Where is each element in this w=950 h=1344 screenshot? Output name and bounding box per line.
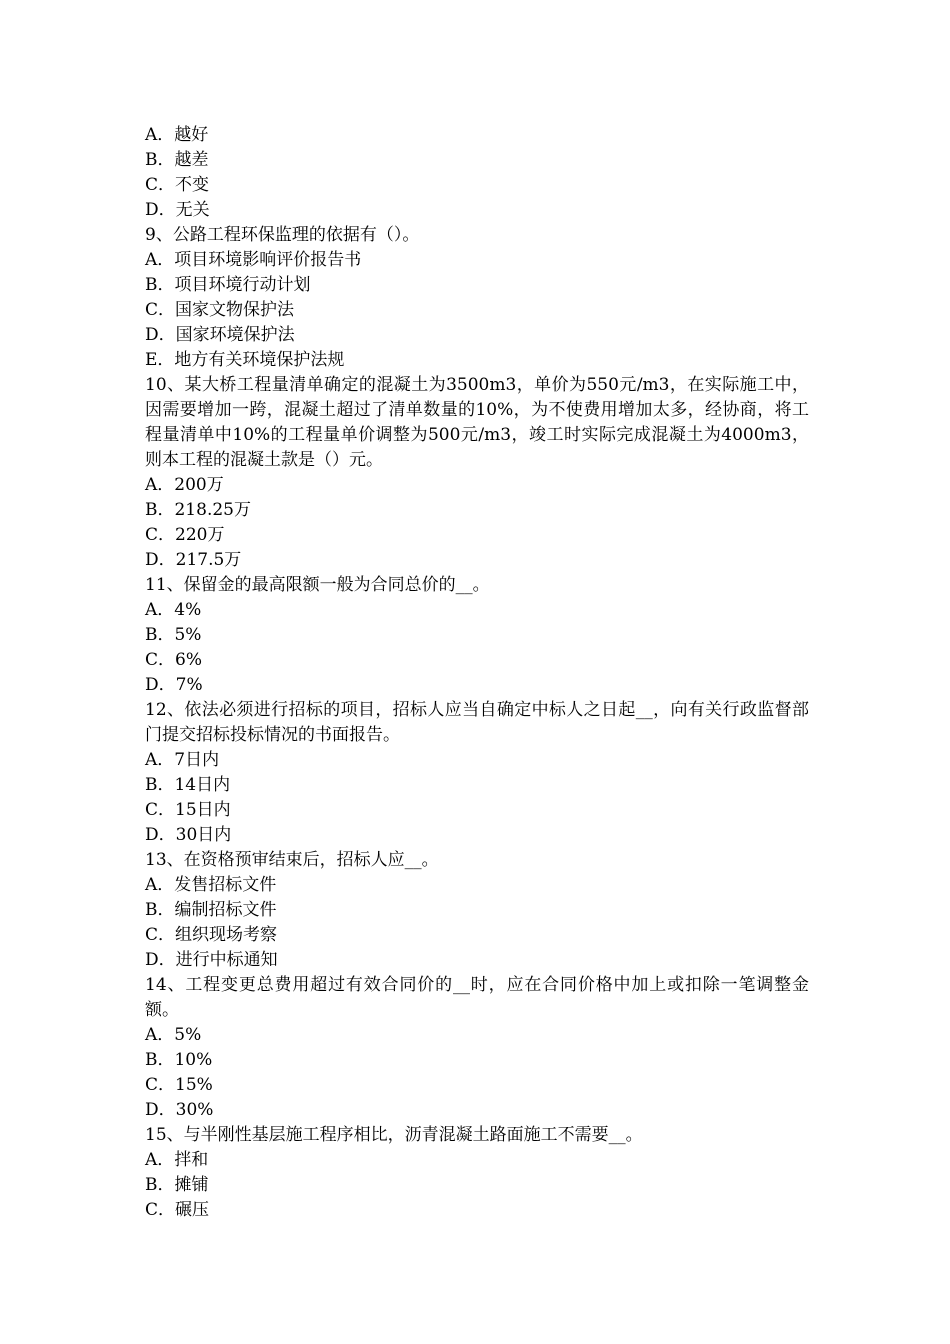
option-line: D．进行中标通知: [145, 950, 278, 970]
option-line: D．无关: [145, 200, 210, 220]
option-line: A．越好: [145, 125, 209, 145]
option-line: B．项目环境行动计划: [145, 275, 311, 295]
question-11: 11、保留金的最高限额一般为合同总价的__。: [145, 575, 490, 595]
option-line: A．7日内: [145, 750, 220, 770]
option-line: A．项目环境影响评价报告书: [145, 250, 362, 270]
option-line: B．10%: [145, 1050, 213, 1070]
option-line: C．220万: [145, 525, 225, 545]
option-line: D．30%: [145, 1100, 214, 1120]
question-14: 14、工程变更总费用超过有效合同价的__时，应在合同价格中加上或扣除一笔调整金额。: [145, 975, 809, 1020]
option-line: A．5%: [145, 1025, 202, 1045]
question-13: 13、在资格预审结束后，招标人应__。: [145, 850, 439, 870]
option-line: B．摊铺: [145, 1175, 209, 1195]
option-line: C．6%: [145, 650, 202, 670]
option-line: A．4%: [145, 600, 202, 620]
option-line: C．15日内: [145, 800, 231, 820]
option-line: E．地方有关环境保护法规: [145, 350, 345, 370]
option-line: C．15%: [145, 1075, 213, 1095]
option-line: D．国家环境保护法: [145, 325, 295, 345]
option-line: A．发售招标文件: [145, 875, 277, 895]
option-line: D．217.5万: [145, 550, 242, 570]
option-line: B．218.25万: [145, 500, 251, 520]
document-body: [145, 123, 809, 1223]
option-line: C．组织现场考察: [145, 925, 278, 945]
question-9: 9、公路工程环保监理的依据有（）。: [145, 225, 420, 245]
question-12: 12、依法必须进行招标的项目，招标人应当自确定中标人之日起__，向有关行政监督部门提交招标投标情况的书面报告。: [145, 700, 809, 745]
option-line: B．14日内: [145, 775, 231, 795]
option-line: D．30日内: [145, 825, 232, 845]
option-line: A．200万: [145, 475, 224, 495]
question-10: 10、某大桥工程量清单确定的混凝土为3500m3，单价为550元/m3，在实际施工中，因需要增加一跨，混凝土超过了清单数量的10%，为不使费用增加太多，经协商，将工程量清单中10%的工程量单价调整为500元/m3，竣工时实际完成混凝土为4000m3，则本工程的混凝土款是（）元。: [145, 375, 809, 470]
question-15: 15、与半刚性基层施工程序相比，沥青混凝土路面施工不需要__。: [145, 1125, 643, 1145]
option-line: B．编制招标文件: [145, 900, 277, 920]
option-line: C．不变: [145, 175, 210, 195]
option-line: C．碾压: [145, 1200, 210, 1220]
option-line: D．7%: [145, 675, 203, 695]
option-line: B．越差: [145, 150, 209, 170]
option-line: C．国家文物保护法: [145, 300, 295, 320]
option-line: B．5%: [145, 625, 202, 645]
option-line: A．拌和: [145, 1150, 209, 1170]
